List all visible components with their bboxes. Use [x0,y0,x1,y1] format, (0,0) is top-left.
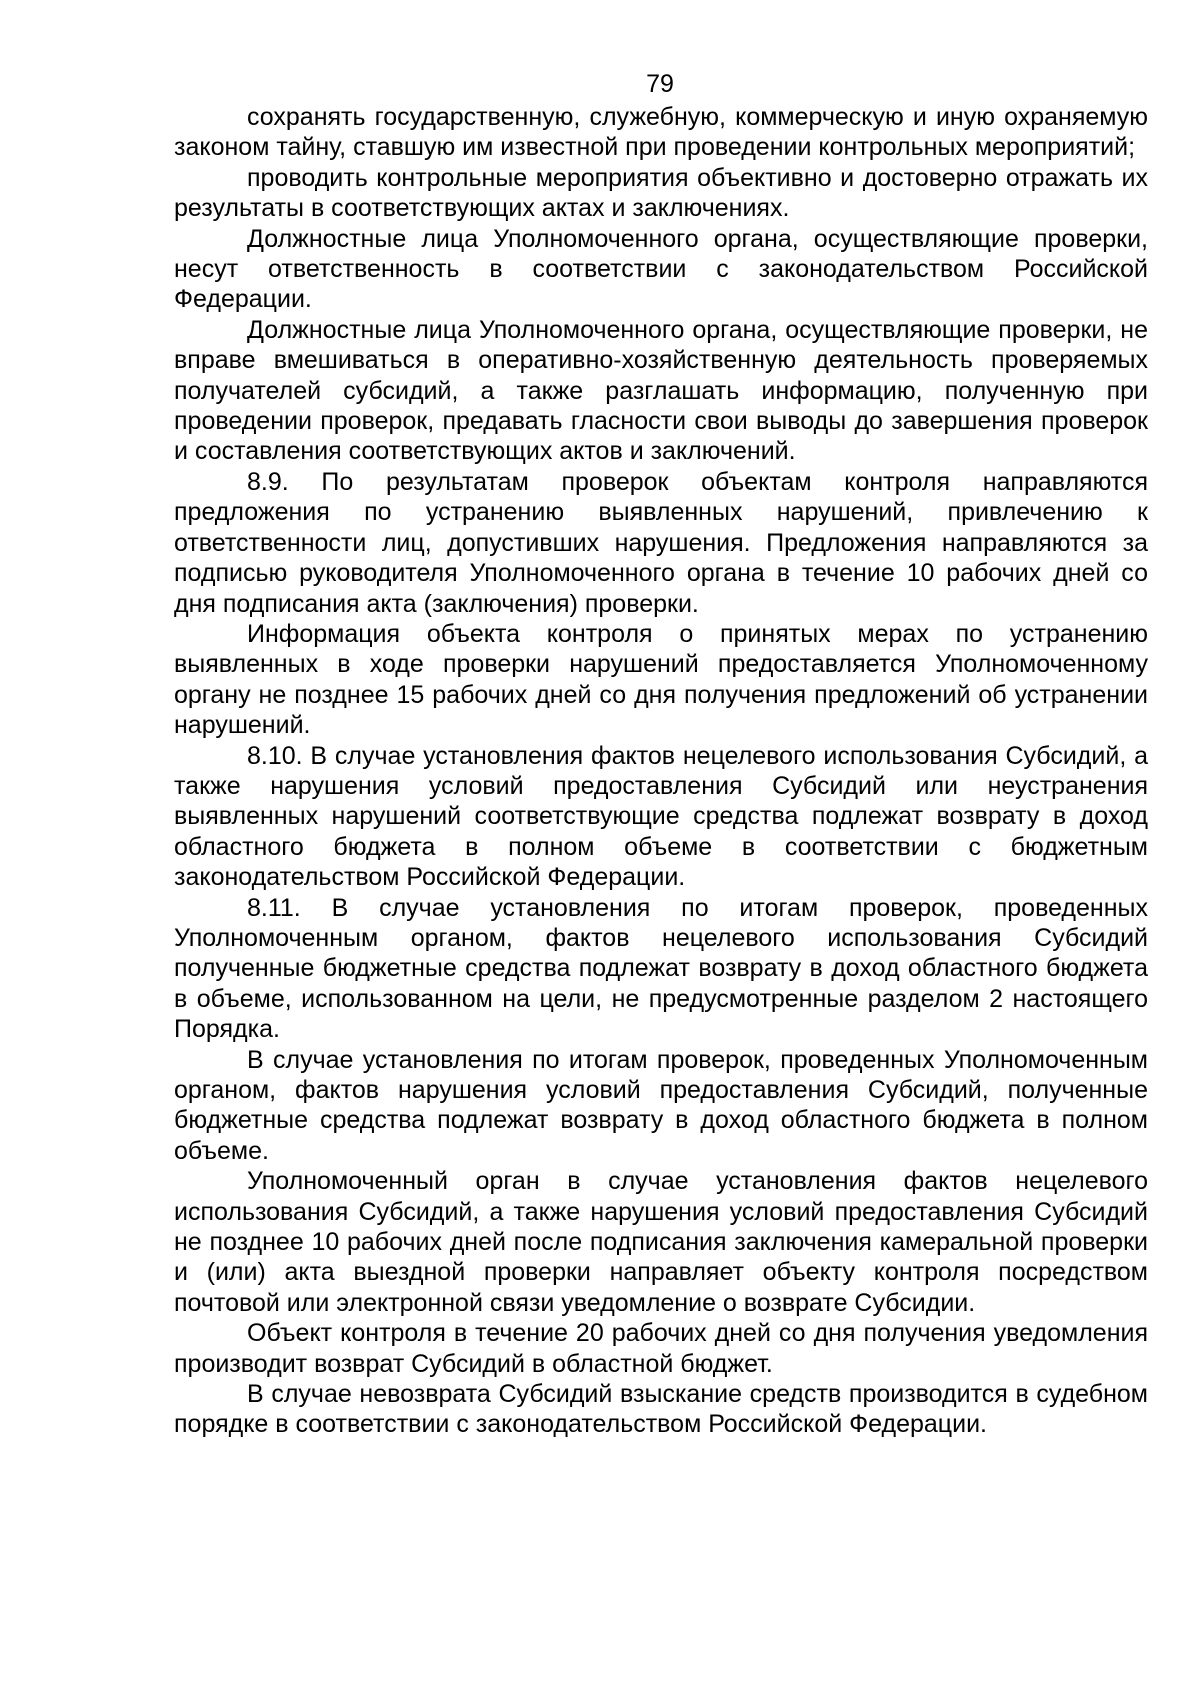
paragraph-confidentiality: сохранять государственную, служебную, коммерческую и иную охраняемую законом тайну, ставшую им известной при проведении контрольных мероприятий; [174,103,1148,162]
paragraph-court-recovery: В случае невозврата Субсидий взыскание средств производится в судебном порядке в соответствии с законодательством Российской Федерации. [174,1380,1148,1439]
paragraph-violation-return: В случае установления по итогам проверок, проведенных Уполномоченным органом, фактов нарушения условий предоставления Субсидий, полученные бюджетные средства подлежат возврату в доход областного бюджета в полном объеме. [174,1045,1148,1165]
paragraph-8-11: 8.11. В случае установления по итогам проверок, проведенных Уполномоченным органом, фактов нецелевого использования Субсидий полученные бюджетные средства подлежат возврату в доход областного бюджета в объеме, использованном на цели, не предусмотренные разделом 2 настоящего Порядка. [174,893,1148,1044]
paragraph-objective-control: проводить контрольные мероприятия объективно и достоверно отражать их результаты в соответствующих актах и заключениях. [174,163,1148,223]
page-number: 79 [646,70,674,98]
document-body [174,102,1148,1440]
paragraph-officials-restrictions: Должностные лица Уполномоченного органа, осуществляющие проверки, не вправе вмешиваться в оперативно-хозяйственную деятельность проверяемых получателей субсидий, а также разглашать информацию, полученную при проведении проверок, предавать гласности свои выводы до завершения проверок и составления соответствующих актов и заключений. [174,315,1148,466]
paragraph-return-deadline: Объект контроля в течение 20 рабочих дней со дня получения уведомления производит возврат Субсидий в областной бюджет. [174,1319,1148,1378]
paragraph-officials-responsibility: Должностные лица Уполномоченного органа, осуществляющие проверки, несут ответственность в соответствии с законодательством Российской Федерации. [174,224,1148,314]
paragraph-notification: Уполномоченный орган в случае установления фактов нецелевого использования Субсидий, а также нарушения условий предоставления Субсидий не позднее 10 рабочих дней после подписания заключения камеральной проверки и (или) акта выездной проверки направляет объекту контроля посредством почтовой или электронной связи уведомление о возврате Субсидии. [174,1167,1148,1317]
paragraph-remedy-information: Информация объекта контроля о принятых мерах по устранению выявленных в ходе проверки нарушений предоставляется Уполномоченному органу не позднее 15 рабочих дней со дня получения предложений об устранении нарушений. [174,619,1148,740]
paragraph-8-9: 8.9. По результатам проверок объектам контроля направляются предложения по устранению выявленных нарушений, привлечению к ответственности лиц, допустивших нарушения. Предложения направляются за подписью руководителя Уполномоченного органа в течение 10 рабочих дней со дня подписания акта (заключения) проверки. [174,467,1148,618]
paragraph-8-10: 8.10. В случае установления фактов нецелевого использования Субсидий, а также нарушения условий предоставления Субсидий или неустранения выявленных нарушений соответствующие средства подлежат возврату в доход областного бюджета в полном объеме в соответствии с бюджетным законодательством Российской Федерации. [174,741,1148,892]
